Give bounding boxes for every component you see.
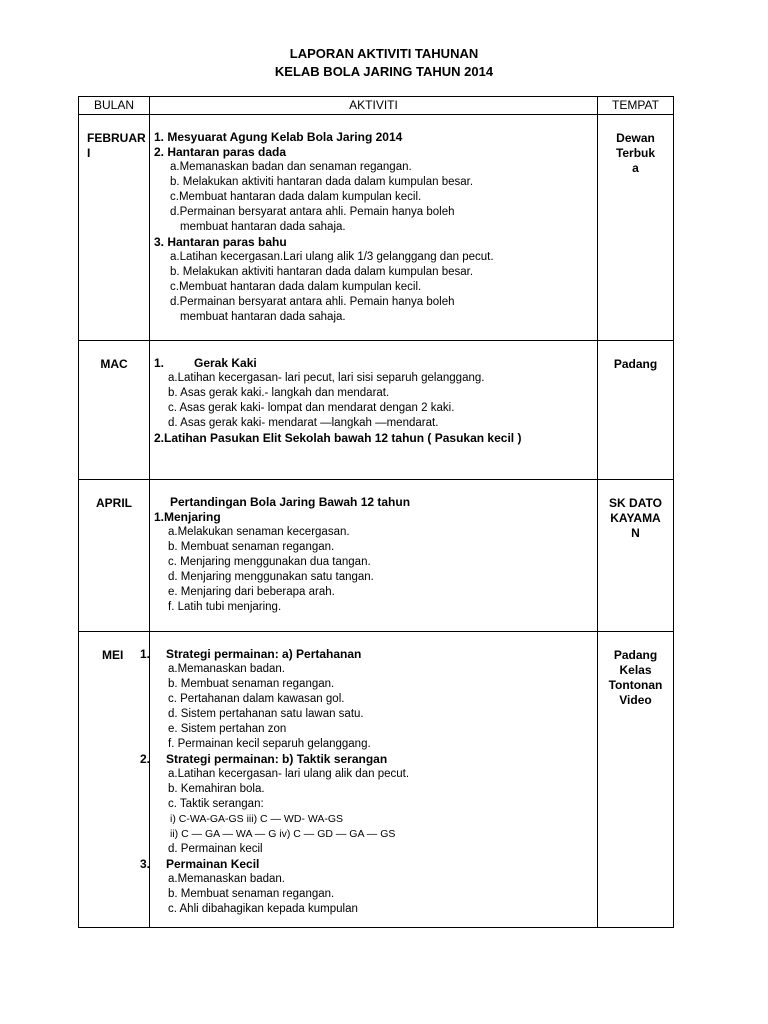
tempat-text: Terbuk xyxy=(615,146,656,160)
activity-line: Strategi permainan: b) Taktik serangan xyxy=(166,752,388,766)
item-heading: Gerak Kaki xyxy=(194,356,257,370)
aktiviti-cell xyxy=(150,480,598,632)
activity-line: 1. Mesyuarat Agung Kelab Bola Jaring 2014 xyxy=(154,130,403,144)
activity-line: a.Latihan kecergasan.Lari ulang alik 1/3 gelanggang dan pecut. xyxy=(170,251,494,263)
activity-line: c. Taktik serangan: xyxy=(168,798,264,810)
table-header-row xyxy=(79,97,674,115)
activity-line: d. Permainan kecil xyxy=(168,843,263,855)
activity-line: 3. Hantaran paras bahu xyxy=(154,235,287,249)
activity-line: b. Melakukan aktiviti hantaran dada dalam kumpulan besar. xyxy=(170,176,474,188)
activity-table xyxy=(78,96,674,928)
activity-line: e. Menjaring dari beberapa arah. xyxy=(168,586,335,598)
table-row xyxy=(79,115,674,341)
bulan-cell xyxy=(79,341,150,480)
tempat-cell xyxy=(598,632,674,928)
header-aktiviti: AKTIVITI xyxy=(150,97,598,115)
activity-line xyxy=(150,356,597,371)
bulan-text: APRIL xyxy=(96,496,132,510)
activity-line: a.Memanaskan badan. xyxy=(168,663,285,675)
bulan-cell xyxy=(79,115,150,341)
item-number: 3. xyxy=(140,857,151,871)
activity-line: b. Membuat senaman regangan. xyxy=(168,541,335,553)
activity-line: a.Memanaskan badan. xyxy=(168,873,285,885)
aktiviti-cell xyxy=(150,341,598,480)
tempat-text: Kelas xyxy=(619,663,652,677)
bulan-text: FEBRUAR xyxy=(87,131,146,145)
activity-line: d.Permainan bersyarat antara ahli. Pemain hanya boleh xyxy=(170,296,455,308)
tempat-text: Tontonan xyxy=(608,678,663,692)
tempat-cell xyxy=(598,341,674,480)
bulan-text: MEI xyxy=(102,648,124,662)
aktiviti-cell xyxy=(140,632,598,928)
tempat-text: a xyxy=(632,161,639,175)
tempat-text: N xyxy=(631,526,640,540)
activity-line: Pertandingan Bola Jaring Bawah 12 tahun xyxy=(170,495,411,509)
activity-line: b. Melakukan aktiviti hantaran dada dalam kumpulan besar. xyxy=(170,266,474,278)
activity-line: d.Permainan bersyarat antara ahli. Pemain hanya boleh xyxy=(170,206,455,218)
activity-line: a.Memanaskan badan dan senaman regangan. xyxy=(170,161,412,173)
activity-line: c.Membuat hantaran dada dalam kumpulan kecil. xyxy=(170,281,422,293)
tempat-text: Padang xyxy=(613,357,658,371)
bulan-cell xyxy=(79,632,150,928)
tempat-text: Dewan xyxy=(616,131,655,145)
item-number: 1. xyxy=(154,356,165,370)
item-number: 1. xyxy=(140,647,151,661)
activity-line: b. Asas gerak kaki.- langkah dan mendarat. xyxy=(168,387,390,399)
table-row xyxy=(79,480,674,632)
activity-line: a.Latihan kecergasan- lari ulang alik dan pecut. xyxy=(168,768,410,780)
activity-line: ii) C — GA — WA — G iv) C — GD — GA — GS xyxy=(170,828,396,840)
activity-line: membuat hantaran dada sahaja. xyxy=(180,221,346,233)
aktiviti-cell xyxy=(150,115,598,341)
header-tempat: TEMPAT xyxy=(598,97,674,115)
activity-line: 2. Hantaran paras dada xyxy=(154,145,287,159)
activity-line: e. Sistem pertahan zon xyxy=(168,723,287,735)
activity-line: membuat hantaran dada sahaja. xyxy=(180,311,346,323)
activity-line: f. Latih tubi menjaring. xyxy=(168,601,282,613)
header-bulan: BULAN xyxy=(79,97,150,115)
bulan-text: I xyxy=(87,146,91,160)
activity-line: 1.Menjaring xyxy=(154,510,221,524)
activity-line: c. Menjaring menggunakan dua tangan. xyxy=(168,556,371,568)
activity-line: Permainan Kecil xyxy=(166,857,260,871)
tempat-cell xyxy=(598,480,674,632)
activity-line: d. Menjaring menggunakan satu tangan. xyxy=(168,571,374,583)
activity-line: a.Latihan kecergasan- lari pecut, lari sisi separuh gelanggang. xyxy=(168,372,485,384)
bulan-cell xyxy=(79,480,150,632)
tempat-text: Video xyxy=(619,693,652,707)
activity-line: i) C-WA-GA-GS iii) C — WD- WA-GS xyxy=(170,813,344,825)
activity-line: Strategi permainan: a) Pertahanan xyxy=(166,647,362,661)
activity-line: b. Membuat senaman regangan. xyxy=(168,678,335,690)
table-row xyxy=(79,341,674,480)
activity-line: b. Membuat senaman regangan. xyxy=(168,888,335,900)
tempat-text: Padang xyxy=(613,648,658,662)
bulan-text: MAC xyxy=(100,357,128,371)
activity-line: c. Ahli dibahagikan kepada kumpulan xyxy=(168,903,358,915)
activity-line: a.Melakukan senaman kecergasan. xyxy=(168,526,350,538)
document-title: LAPORAN AKTIVITI TAHUNAN xyxy=(289,46,479,61)
activity-line: c.Membuat hantaran dada dalam kumpulan kecil. xyxy=(170,191,422,203)
tempat-text: KAYAMA xyxy=(610,511,661,525)
document-subtitle: KELAB BOLA JARING TAHUN 2014 xyxy=(274,64,494,79)
tempat-cell xyxy=(598,115,674,341)
item-number: 2. xyxy=(140,752,151,766)
activity-line: d. Sistem pertahanan satu lawan satu. xyxy=(168,708,364,720)
activity-line: 2.Latihan Pasukan Elit Sekolah bawah 12 tahun ( Pasukan kecil ) xyxy=(154,431,522,445)
table-row xyxy=(79,632,674,928)
activity-line: b. Kemahiran bola. xyxy=(168,783,265,795)
activity-line: f. Permainan kecil separuh gelanggang. xyxy=(168,738,371,750)
tempat-text: SK DATO xyxy=(609,496,662,510)
activity-line: c. Asas gerak kaki- lompat dan mendarat dengan 2 kaki. xyxy=(168,402,455,414)
activity-line: d. Asas gerak kaki- mendarat —langkah —mendarat. xyxy=(168,417,439,429)
activity-line: c. Pertahanan dalam kawasan gol. xyxy=(168,693,345,705)
